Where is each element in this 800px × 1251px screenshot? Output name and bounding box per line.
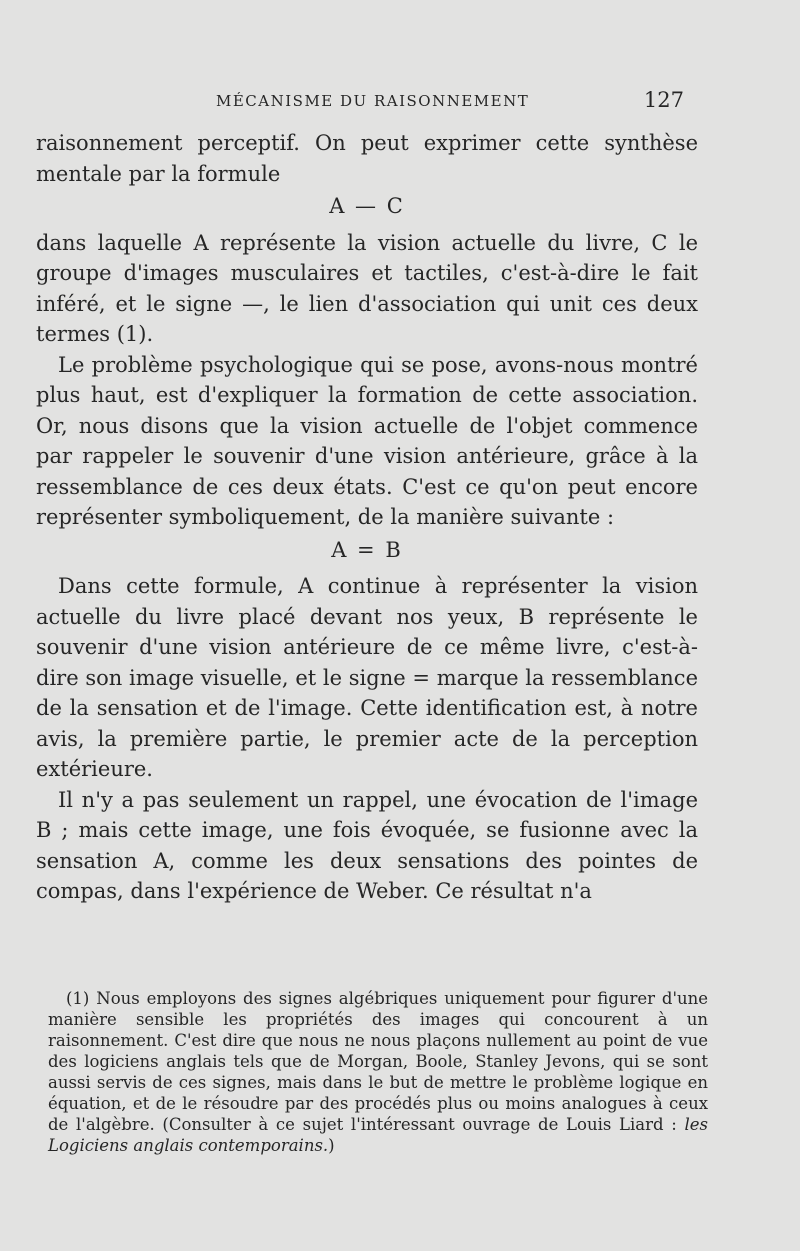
footnote-text: (1) Nous employons des signes algébriques uniquement pour figurer d'une manière sensible les propriétés des images qui concourent à un raisonnement. C'est dire que nous ne nous plaçons nullement au point de vue des logiciens anglais tels que de Morgan, Boole, Stanley Jevons, qui se sont aussi servis de ces signes, mais dans le but de mettre le problème logique en équation, et de le résoudre par des procédés plus ou moins analogues à ceux de l'algèbre. (Consulter à ce sujet l'intéressant ouvrage de Louis Liard : xyxy=(48,989,708,1134)
footnote-closing: ) xyxy=(328,1136,335,1155)
page-number: 127 xyxy=(643,88,684,112)
running-title: MÉCANISME DU RAISONNEMENT xyxy=(216,92,530,110)
paragraph-4: Dans cette formule, A continue à représenter la vision actuelle du livre placé devant nos yeux, B représente le souvenir d'une vision antérieure de ce même livre, c'est-à-dire son image visuelle, et le signe = marque la ressemblance de la sensation et de l'image. Cette identification est, à notre avis, la première partie, le premier acte de la perception extérieure. xyxy=(36,574,698,781)
paragraph-1: raisonnement perceptif. On peut exprimer cette synthèse mentale par la formule xyxy=(36,131,698,186)
footnotes xyxy=(48,988,708,1156)
page-header xyxy=(36,88,686,116)
formula-a-c: A — C xyxy=(329,194,405,218)
formula-a-b: A = B xyxy=(331,537,403,562)
paragraph-5: Il n'y a pas seulement un rappel, une évocation de l'image B ; mais cette image, une fois évoquée, se fusionne avec la sensation A, comme les deux sensations des pointes de compas, dans l'expérience de Weber. Ce résultat n'a xyxy=(36,787,698,903)
paragraph-3: Le problème psychologique qui se pose, avons-nous montré plus haut, est d'expliquer la formation de cette association. Or, nous disons que la vision actuelle de l'objet commence par rappeler le souvenir d'une vision antérieure, grâce à la ressemblance de ces deux états. C'est ce qu'on peut encore représenter symboliquement, de la manière suivante : xyxy=(36,352,698,529)
paragraph-2: dans laquelle A représente la vision actuelle du livre, C le groupe d'images musculaires et tactiles, c'est-à-dire le fait inféré, et le signe —, le lien d'association qui unit ces deux termes (1). xyxy=(36,230,698,346)
main-text xyxy=(36,128,698,907)
footnote-1 xyxy=(48,988,708,1156)
footnote-book-title: les Logiciens anglais contemporains. xyxy=(48,1115,708,1155)
